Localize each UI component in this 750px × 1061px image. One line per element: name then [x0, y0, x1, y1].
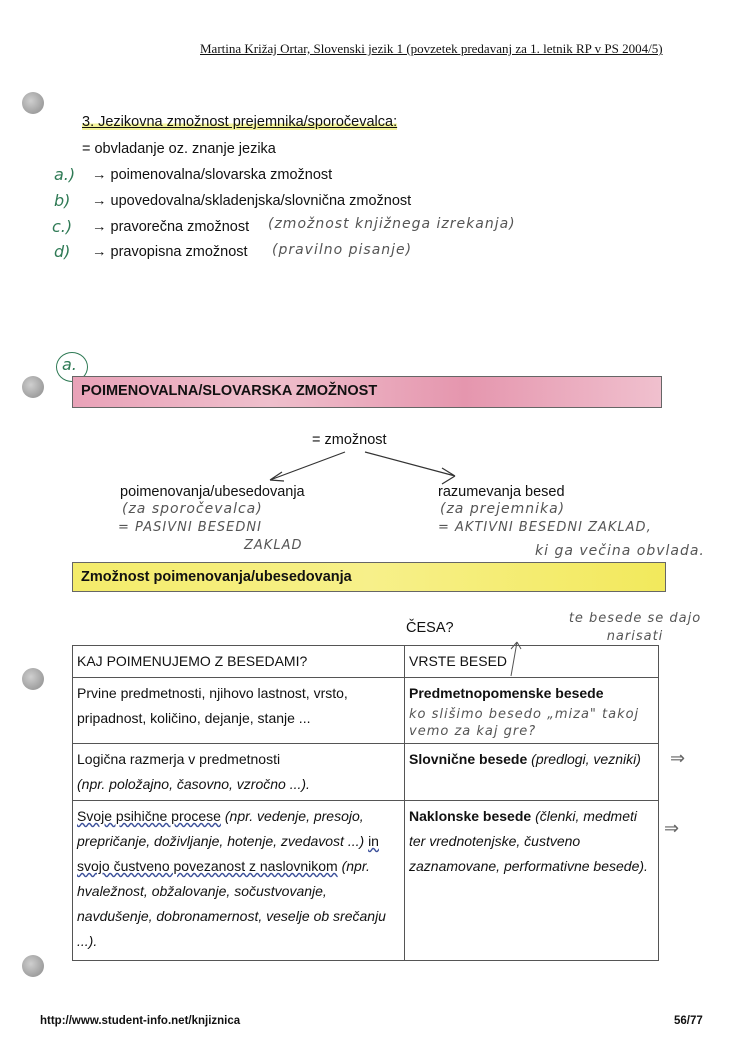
section-title: 3. Jezikovna zmožnost prejemnika/sporočevalca:: [82, 114, 398, 130]
word-type: Predmetnopomenske besede: [409, 685, 604, 701]
cell-text: Logična razmerja v predmetnosti: [77, 751, 281, 767]
punch-hole: [22, 668, 44, 690]
double-arrow-icon: ⇒: [664, 818, 680, 838]
word-types-table: [72, 645, 659, 961]
table-header-row: [73, 646, 659, 678]
heading-box-pink: [72, 376, 662, 408]
table-row: [73, 744, 659, 801]
table-row: [73, 801, 659, 961]
table-header: VRSTE BESED: [405, 646, 659, 678]
handwritten-note: ki ga večina obvlada.: [535, 543, 705, 559]
item-marker: b): [54, 191, 71, 210]
punch-hole: [22, 376, 44, 398]
item-marker: a.): [54, 165, 76, 184]
handwritten-note: = PASIVNI BESEDNI: [118, 520, 262, 535]
table-cell: [73, 744, 405, 801]
arrow-right-icon: [365, 452, 455, 484]
handwritten-note: (za sporočevalca): [122, 501, 263, 517]
item-text: → pravorečna zmožnost: [92, 219, 250, 235]
item-text: → poimenovalna/slovarska zmožnost: [92, 167, 333, 183]
block-marker: a.: [62, 355, 77, 374]
center-label: = zmožnost: [312, 432, 387, 448]
handwritten-note: (zmožnost knjižnega izrekanja): [268, 216, 516, 232]
cell-text: Svoje psihične procese: [77, 808, 221, 824]
word-type: Slovnične besede: [409, 751, 528, 767]
word-type-detail: (členki, medmeti ter vrednotenjske, čustveno zaznamovane, performativne besede).: [409, 808, 648, 874]
table-header: KAJ POIMENUJEMO Z BESEDAMI?: [73, 646, 405, 678]
item-marker: c.): [52, 217, 73, 236]
footer-url[interactable]: http://www.student-info.net/knjiznica: [40, 1015, 241, 1027]
punch-hole: [22, 92, 44, 114]
table-cell: [73, 801, 405, 961]
table-row: [73, 678, 659, 744]
branch-right-label: razumevanja besed: [438, 484, 565, 500]
table-cell: [405, 801, 659, 961]
table-cell: [405, 744, 659, 801]
word-type: Naklonske besede: [409, 808, 532, 824]
punch-hole: [22, 955, 44, 977]
page-number: 56/77: [674, 1015, 703, 1027]
section-definition: = obvladanje oz. znanje jezika: [82, 141, 276, 157]
table-cell: Prvine predmetnosti, njihovo lastnost, vrsto, pripadnost, količino, dejanje, stanje ...: [73, 678, 405, 744]
cell-text: in svojo čustveno povezanost z naslovnikom: [77, 833, 379, 874]
handwritten-note: ko slišimo besedo „miza" takoj vemo za kaj gre?: [409, 707, 640, 739]
item-text: → pravopisna zmožnost: [92, 244, 248, 260]
word-type-detail: (predlogi, vezniki): [531, 751, 641, 767]
block-title: POIMENOVALNA/SLOVARSKA ZMOŽNOST: [81, 383, 378, 399]
page-header: Martina Križaj Ortar, Slovenski jezik 1 (povzetek predavanj za 1. letnik RP v PS 2004/5): [200, 41, 663, 56]
table-cell: [405, 678, 659, 744]
item-text: → upovedovalna/skladenjska/slovnična zmožnost: [92, 193, 412, 209]
cell-examples: (npr. hvaležnost, obžalovanje, sočustvovanje, navdušenje, dobronamernost, veselje ob srečanju ...).: [77, 858, 386, 949]
subsection-title: Zmožnost poimenovanja/ubesedovanja: [81, 569, 352, 585]
handwritten-note: te besede se dajo narisati: [568, 611, 702, 644]
heading-box-yellow: [72, 562, 666, 592]
double-arrow-icon: ⇒: [670, 748, 686, 768]
handwritten-note: = AKTIVNI BESEDNI ZAKLAD,: [438, 520, 652, 535]
cell-examples: (npr. položajno, časovno, vzročno ...).: [77, 776, 310, 792]
cell-examples: (npr. vedenje, presojo, prepričanje, doživljanje, hotenje, zvedavost ...): [77, 808, 365, 849]
handwritten-note: (pravilno pisanje): [272, 242, 413, 258]
handwritten-note: (za prejemnika): [440, 501, 566, 517]
branch-left-label: poimenovanja/ubesedovanja: [120, 484, 305, 500]
table-above-label: ČESA?: [406, 620, 454, 636]
arrow-left-icon: [270, 452, 345, 481]
item-marker: d): [54, 242, 71, 261]
handwritten-note: ZAKLAD: [244, 538, 303, 553]
